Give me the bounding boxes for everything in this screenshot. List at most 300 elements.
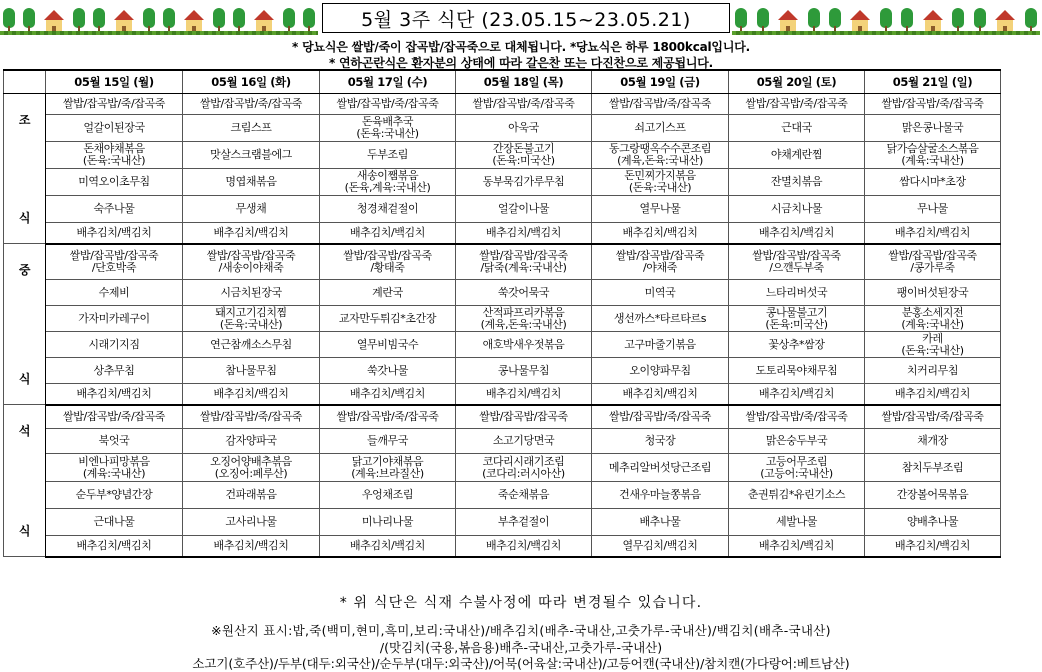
menu-cell (183, 454, 320, 482)
menu-item-text: (돈육:미국산) (765, 317, 828, 331)
menu-item-text: 돼지고기김치찜 (215, 305, 287, 319)
menu-cell (865, 482, 1001, 509)
village-decoration-right (732, 2, 1040, 34)
menu-item-text: /새송이야채죽 (218, 260, 284, 274)
menu-cell (729, 244, 865, 280)
menu-item-text: 치커리무침 (906, 363, 959, 377)
menu-cell (592, 405, 729, 429)
menu-item-text: /단호박죽 (91, 260, 137, 274)
menu-cell (320, 115, 456, 142)
menu-item-text: 오징어양배추볶음 (210, 454, 292, 468)
menu-cell (592, 429, 729, 454)
menu-cell (729, 429, 865, 454)
menu-item-text: 교자만두튀김*초간장 (338, 311, 437, 325)
menu-item-text: 배추나물 (639, 515, 681, 528)
menu-item-text: 쌀밥/잡곡밥/죽/잡곡죽 (472, 97, 575, 110)
menu-cell (729, 509, 865, 536)
menu-cell (729, 536, 865, 557)
menu-item-text: 배추김치/백김치 (350, 538, 425, 552)
menu-cell (865, 509, 1001, 536)
menu-item-text: 쌀밥/잡곡밥/잡곡죽 (615, 248, 705, 262)
menu-cell (592, 384, 729, 405)
menu-item-text: 채개장 (917, 434, 948, 447)
menu-item-text: 팽이버섯된장국 (896, 285, 969, 299)
menu-item-text: 숙주나물 (93, 202, 135, 215)
menu-item-text: 배추김치/백김치 (622, 386, 698, 400)
menu-item-text: /야채죽 (643, 260, 677, 274)
menu-cell (46, 115, 183, 142)
menu-cell (729, 358, 865, 384)
menu-item-text: /닭죽(계육:국내산) (480, 260, 567, 274)
menu-item-text: 배추김치/백김치 (759, 538, 834, 552)
menu-row (4, 536, 1001, 557)
menu-cell (46, 384, 183, 405)
menu-cell (456, 358, 592, 384)
menu-cell (865, 280, 1001, 306)
menu-item-text: 메추리알버섯당근조림 (608, 460, 712, 474)
menu-cell (456, 384, 592, 405)
menu-item-text: 아욱국 (508, 121, 539, 134)
menu-item-text: 소고기당면국 (492, 434, 555, 447)
menu-item-text: (고등어:국내산) (760, 466, 833, 480)
menu-cell (865, 244, 1001, 280)
menu-cell (320, 384, 456, 405)
menu-item-text: 쇠고기스프 (634, 121, 686, 134)
menu-item-text: 돈육배추국 (361, 115, 414, 128)
menu-cell (456, 280, 592, 306)
menu-item-text: 청경채겉절이 (356, 202, 419, 215)
menu-item-text: 느타리버섯국 (765, 285, 828, 299)
menu-row (4, 454, 1001, 482)
menu-item-text: 닭가슴살굴소스볶음 (886, 142, 979, 155)
menu-change-notice: * 위 식단은 식재 수불사정에 따라 변경될수 있습니다. (339, 595, 703, 611)
menu-row (4, 306, 1001, 332)
menu-item-text: 무나물 (917, 202, 948, 215)
menu-cell (592, 244, 729, 280)
menu-row (4, 94, 1001, 115)
menu-item-text: 야채계란찜 (770, 148, 823, 161)
menu-item-text: 쌀밥/잡곡밥/잡곡죽 (479, 409, 568, 423)
menu-cell (592, 280, 729, 306)
menu-item-text: 쌀밥/잡곡밥/죽/잡곡죽 (336, 97, 439, 110)
menu-cell (46, 169, 183, 196)
menu-item-text: 상추무침 (93, 363, 135, 377)
menu-cell (456, 405, 592, 429)
menu-cell (456, 332, 592, 358)
menu-cell (320, 280, 456, 306)
menu-item-text: 배추김치/백김치 (759, 225, 834, 239)
menu-cell (456, 94, 592, 115)
menu-item-text: 부추겉절이 (497, 515, 550, 528)
menu-item-text: 죽순채볶음 (497, 488, 550, 501)
menu-cell (46, 223, 183, 244)
menu-cell (729, 280, 865, 306)
menu-cell (865, 94, 1001, 115)
menu-item-text: 애호박새우젓볶음 (482, 337, 565, 351)
menu-item-text: 쌀밥/잡곡밥/잡곡죽 (479, 248, 568, 262)
menu-item-text: 시금치나물 (770, 202, 823, 215)
menu-row (4, 169, 1001, 196)
origin-label-line-2: /(맛김치(국용,볶음용)배추-국내산,고춧가루-국내산) (379, 640, 663, 655)
menu-item-text: 새송이쨈볶음 (356, 169, 419, 182)
menu-item-text: (돈육:국내산) (356, 127, 419, 140)
menu-cell (729, 454, 865, 482)
menu-row (4, 142, 1001, 169)
menu-cell (592, 306, 729, 332)
menu-item-text: 명엽채볶음 (225, 175, 277, 188)
menu-cell (865, 223, 1001, 244)
menu-item-text: /콩가루죽 (910, 260, 955, 274)
menu-item-text: 쌀밥/잡곡밥/죽/잡곡죽 (881, 409, 984, 423)
menu-item-text: 꽃상추*쌈장 (768, 337, 825, 351)
menu-item-text: (돈육,계육:국내산) (344, 181, 431, 194)
menu-cell (320, 405, 456, 429)
menu-cell (592, 94, 729, 115)
menu-cell (183, 536, 320, 557)
menu-item-text: 고사리나물 (225, 515, 277, 528)
menu-row (4, 244, 1001, 280)
menu-row (4, 358, 1001, 384)
meal-label (4, 244, 46, 405)
menu-item-text: 쌀밥/잡곡밥/잡곡죽 (343, 248, 432, 262)
menu-cell (456, 142, 592, 169)
day-header: 05월 20일 (토) (729, 70, 865, 94)
meal-label-top: 석 (18, 423, 31, 438)
menu-item-text: 배추김치/백김치 (895, 386, 970, 400)
menu-cell (320, 358, 456, 384)
menu-item-text: 고등어무조림 (765, 454, 828, 468)
menu-cell (729, 115, 865, 142)
menu-item-text: (돈육:국내산) (82, 154, 146, 167)
menu-cell (320, 142, 456, 169)
meal-label-top: 조 (18, 112, 31, 127)
menu-cell (456, 196, 592, 223)
menu-item-text: 콩나물불고기 (765, 305, 828, 319)
menu-cell (46, 306, 183, 332)
menu-item-text: 쌀밥/잡곡밥/죽/잡곡죽 (200, 97, 302, 110)
menu-cell (865, 536, 1001, 557)
menu-cell (183, 405, 320, 429)
menu-cell (592, 454, 729, 482)
menu-item-text: 들깨무국 (367, 434, 408, 447)
village-decoration-left (0, 2, 318, 34)
menu-item-text: 쑥갓어묵국 (497, 285, 550, 299)
menu-item-text: (계육,돈육:국내산) (617, 154, 703, 167)
menu-cell (456, 306, 592, 332)
menu-item-text: (계육,돈육:국내산) (480, 317, 567, 331)
day-header: 05월 18일 (목) (456, 70, 592, 94)
menu-cell (592, 196, 729, 223)
menu-cell (183, 306, 320, 332)
menu-item-text: 쌀밥/잡곡밥/죽/잡곡죽 (336, 409, 439, 423)
menu-cell (456, 536, 592, 557)
menu-item-text: 시래기지짐 (88, 337, 140, 351)
menu-item-text: (돈육:국내산) (219, 317, 283, 331)
menu-cell (183, 142, 320, 169)
menu-cell (320, 306, 456, 332)
menu-item-text: 산적파프리카볶음 (482, 305, 565, 319)
menu-item-text: 근대국 (781, 121, 812, 134)
menu-cell (592, 482, 729, 509)
menu-item-text: 비엔나피망볶음 (78, 454, 150, 468)
menu-item-text: 배추김치/백김치 (350, 225, 425, 239)
menu-row (4, 384, 1001, 405)
menu-item-text: 참나물무침 (225, 363, 277, 377)
menu-item-text: 오이양파무침 (629, 363, 691, 377)
menu-cell (729, 94, 865, 115)
menu-item-text: 배추김치/백김치 (213, 225, 289, 239)
menu-row (4, 509, 1001, 536)
menu-cell (46, 482, 183, 509)
menu-cell (865, 454, 1001, 482)
menu-item-text: 배추김치/백김치 (76, 225, 152, 239)
menu-item-text: 배추김치/백김치 (76, 386, 152, 400)
menu-cell (320, 509, 456, 536)
menu-item-text: 건파래볶음 (225, 488, 277, 501)
menu-cell (729, 196, 865, 223)
menu-cell (592, 115, 729, 142)
menu-row (4, 196, 1001, 223)
meal-label-bottom: 식 (18, 523, 31, 538)
menu-item-text: 세발나물 (776, 515, 817, 528)
menu-item-text: 생선까스*타르타르s (613, 311, 707, 325)
menu-item-text: 계란국 (372, 285, 403, 299)
menu-cell (46, 358, 183, 384)
menu-item-text: 배추김치/백김치 (486, 386, 561, 400)
meal-label (4, 94, 46, 244)
menu-item-text: (계육:국내산) (901, 154, 964, 167)
menu-item-text: 쌀밥/잡곡밥/잡곡죽 (206, 248, 296, 262)
menu-item-text: 무생채 (235, 202, 267, 215)
menu-item-text: 열무김치/백김치 (622, 538, 698, 552)
origin-label-line-1: ※원산지 표시:밥,죽(백미,현미,흑미,보리:국내산)/배추김치(배추-국내산,고춧가루-국내산)/백김치(배추-국내산) (211, 623, 831, 638)
menu-cell (865, 115, 1001, 142)
menu-cell (729, 306, 865, 332)
menu-item-text: (계육:국내산) (82, 466, 146, 480)
menu-item-text: /으깬두부죽 (769, 260, 824, 274)
menu-item-text: 도토리묵야채무침 (755, 363, 838, 377)
menu-item-text: 건새우마늘쫑볶음 (619, 488, 701, 501)
menu-cell (320, 454, 456, 482)
menu-row (4, 429, 1001, 454)
menu-row (4, 405, 1001, 429)
menu-cell (183, 384, 320, 405)
menu-cell (456, 169, 592, 196)
menu-cell (456, 223, 592, 244)
menu-cell (592, 358, 729, 384)
menu-item-text: 쌀밥/잡곡밥/죽/잡곡죽 (200, 409, 302, 423)
menu-item-text: 쌀밥/잡곡밥/죽/잡곡죽 (63, 97, 165, 110)
menu-item-text: 쌀밥/잡곡밥/죽/잡곡죽 (745, 97, 848, 110)
menu-cell (320, 169, 456, 196)
menu-cell (729, 384, 865, 405)
menu-item-text: 미역오이초무침 (78, 175, 150, 188)
menu-cell (729, 223, 865, 244)
menu-cell (865, 196, 1001, 223)
menu-cell (183, 94, 320, 115)
menu-item-text: (계육:국내산) (901, 317, 964, 331)
menu-item-text: 쌀밥/잡곡밥/죽/잡곡죽 (609, 97, 711, 110)
menu-cell (183, 509, 320, 536)
menu-cell (46, 142, 183, 169)
page-title: 5월 3주 식단 (23.05.15~23.05.21) (322, 3, 730, 33)
day-header-row (4, 70, 1001, 94)
menu-cell (320, 223, 456, 244)
menu-item-text: 춘권튀김*유린기소스 (747, 488, 846, 501)
menu-item-text: 배추김치/백김치 (350, 386, 425, 400)
menu-item-text: (코다리:러시아산) (482, 466, 565, 480)
menu-item-text: 배추김치/백김치 (486, 538, 561, 552)
menu-item-text: /황태죽 (370, 260, 405, 274)
menu-item-text: 동그랑땡옥수수콘조림 (608, 142, 712, 155)
menu-item-text: 수제비 (98, 285, 130, 299)
menu-item-text: 배추김치/백김치 (895, 225, 970, 239)
menu-cell (865, 142, 1001, 169)
grass-strip-right (732, 31, 1040, 35)
menu-cell (456, 509, 592, 536)
menu-item-text: 쌀밥/잡곡밥/죽/잡곡죽 (63, 409, 165, 423)
corner-cell (4, 70, 46, 94)
menu-item-text: 카레 (922, 331, 943, 345)
menu-cell (320, 429, 456, 454)
menu-cell (46, 244, 183, 280)
menu-cell (183, 332, 320, 358)
origin-label-line-3: 소고기(호주산)/두부(대두:외국산)/순두부(대두:외국산)/어묵(어육살:국내산)/고등어캔(국내산)/참치캔(가다랑어:베트남산) (192, 656, 850, 671)
menu-item-text: 동부묵김가루무침 (482, 175, 565, 188)
menu-cell (865, 405, 1001, 429)
menu-cell (183, 196, 320, 223)
menu-item-text: (돈육:미국산) (492, 154, 555, 167)
menu-item-text: 코다리시래기조림 (482, 454, 565, 468)
menu-item-text: 열무나물 (639, 202, 681, 215)
menu-cell (865, 306, 1001, 332)
dysphagia-diet-note: * 연하곤란식은 환자분의 상태에 따라 갈은찬 또는 다진찬으로 제공됩니다. (328, 56, 714, 70)
menu-cell (865, 358, 1001, 384)
menu-cell (183, 482, 320, 509)
menu-cell (592, 536, 729, 557)
menu-cell (183, 358, 320, 384)
menu-item-text: (오징어:페루산) (214, 466, 288, 480)
day-header: 05월 15일 (월) (46, 70, 183, 94)
meal-label (4, 405, 46, 557)
menu-cell (46, 429, 183, 454)
header-banner (0, 0, 1042, 36)
menu-item-text: 미역국 (644, 285, 676, 299)
menu-item-text: 쌀밥/잡곡밥/죽/잡곡죽 (609, 409, 711, 423)
meal-label-top: 중 (18, 262, 31, 277)
menu-cell (865, 169, 1001, 196)
menu-row (4, 223, 1001, 244)
menu-item-text: 청국장 (644, 434, 676, 447)
menu-item-text: 시금치된장국 (220, 285, 282, 299)
day-header: 05월 19일 (금) (592, 70, 729, 94)
menu-cell (320, 482, 456, 509)
menu-item-text: 쌀밥/잡곡밥/죽/잡곡죽 (881, 97, 984, 110)
menu-cell (320, 332, 456, 358)
menu-cell (183, 223, 320, 244)
menu-cell (865, 429, 1001, 454)
menu-item-text: (돈육:국내산) (628, 181, 692, 194)
menu-cell (46, 94, 183, 115)
menu-cell (592, 142, 729, 169)
menu-cell (46, 405, 183, 429)
menu-cell (320, 536, 456, 557)
menu-cell (46, 196, 183, 223)
menu-cell (729, 142, 865, 169)
menu-cell (183, 169, 320, 196)
menu-item-text: 배추김치/백김치 (213, 386, 289, 400)
menu-item-text: 크림스프 (230, 121, 272, 134)
menu-item-text: 간장돈불고기 (492, 142, 555, 155)
menu-cell (46, 536, 183, 557)
menu-row (4, 332, 1001, 358)
menu-item-text: 얼갈이나물 (497, 202, 550, 215)
menu-item-text: 배추김치/백김치 (486, 225, 561, 239)
menu-cell (592, 509, 729, 536)
menu-cell (456, 429, 592, 454)
menu-item-text: 우엉채조림 (361, 488, 414, 501)
menu-cell (46, 509, 183, 536)
menu-item-text: 쑥갓나물 (367, 363, 408, 377)
menu-row (4, 280, 1001, 306)
menu-cell (592, 223, 729, 244)
menu-item-text: 잔멸치볶음 (770, 175, 823, 188)
menu-item-text: (돈육:국내산) (901, 343, 964, 357)
meal-label-bottom: 식 (18, 210, 31, 225)
menu-item-text: 배추김치/백김치 (895, 538, 970, 552)
menu-item-text: 쌀밥/잡곡밥/잡곡죽 (69, 248, 159, 262)
menu-item-text: (계육:브라질산) (351, 466, 424, 480)
menu-item-text: 고구마줄기볶음 (624, 337, 696, 351)
menu-item-text: 닭고기야채볶음 (351, 454, 424, 468)
menu-item-text: 분홍소세지전 (901, 305, 964, 319)
menu-item-text: 북엇국 (98, 434, 130, 447)
menu-cell (865, 332, 1001, 358)
diabetic-diet-note: * 당뇨식은 쌀밥/죽이 잡곡밥/잡곡죽으로 대체됩니다. *당뇨식은 하루 1800kcal입니다. (292, 40, 750, 54)
menu-item-text: 근대나물 (93, 515, 135, 528)
menu-item-text: 얼갈이된장국 (83, 121, 145, 134)
menu-item-text: 참치두부조림 (901, 460, 964, 474)
menu-cell (320, 94, 456, 115)
menu-cell (592, 332, 729, 358)
menu-item-text: 쌀밥/잡곡밥/잡곡죽 (888, 248, 977, 262)
menu-item-text: 간장볼어묵볶음 (896, 488, 969, 501)
menu-item-text: 맑은숭두부국 (765, 434, 828, 447)
grass-strip-left (0, 31, 318, 35)
menu-cell (46, 454, 183, 482)
menu-item-text: 두부조림 (367, 148, 408, 161)
menu-cell (183, 244, 320, 280)
menu-item-text: 콩나물무침 (497, 363, 550, 377)
menu-item-text: 돈채야채볶음 (83, 142, 145, 155)
menu-cell (46, 332, 183, 358)
weekly-menu-table (3, 69, 1001, 558)
menu-item-text: 맑은콩나물국 (901, 121, 964, 134)
menu-item-text: 미나리나물 (361, 515, 414, 528)
menu-cell (456, 482, 592, 509)
menu-item-text: 연근참깨소스무침 (210, 337, 292, 351)
menu-item-text: 열무비빔국수 (356, 337, 419, 351)
menu-cell (46, 280, 183, 306)
menu-cell (729, 332, 865, 358)
menu-item-text: 배추김치/백김치 (213, 538, 289, 552)
menu-item-text: 돈민찌가지볶음 (624, 169, 696, 182)
menu-cell (865, 384, 1001, 405)
menu-item-text: 양배추나물 (906, 515, 959, 528)
menu-item-text: 쌈다시마*초장 (899, 175, 966, 188)
menu-cell (592, 169, 729, 196)
menu-item-text: 배추김치/백김치 (622, 225, 698, 239)
